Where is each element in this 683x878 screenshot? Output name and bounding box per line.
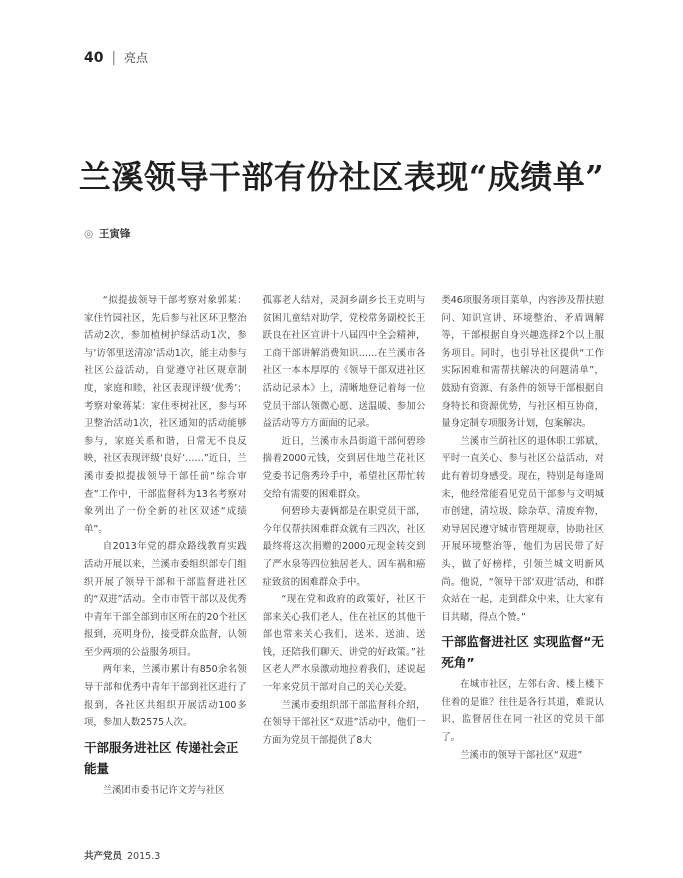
- column-2: [263, 292, 426, 832]
- page-number: 40: [84, 50, 104, 66]
- magazine-logo: 共产党员: [84, 851, 123, 862]
- subheading: 干部服务进社区 传递社会正能量: [84, 739, 239, 776]
- section-name: 亮点: [123, 51, 148, 65]
- page-footer: [84, 848, 160, 862]
- paragraph: 兰溪团市委书记许文芳与社区: [102, 784, 225, 796]
- byline-mark: ◎: [84, 228, 94, 240]
- article-title: 兰溪领导干部有份社区表现“成绩单”: [78, 158, 605, 196]
- paragraph: 何碧珍夫妻俩都是在职党员干部，今年仅帮扶困难群众就有三四次，社区最终将这次捐赠的2000元现金转交到了严水泉等四位独居老人、因车祸和癌症致贫的困难群众手中。: [262, 506, 426, 588]
- article-body: [84, 292, 604, 832]
- paragraph: “拟提拔领导干部考察对象郭某：家住竹园社区，先后参与社区环卫整治活动2次，参加植树护绿活动1次，参与‘访邻里送清凉’活动1次，能主动参与社区公益活动，自觉遵守社区规章制度，家庭和睦，社区表现评级‘优秀’；考察对象蒋某：家住枣树社区，参与环卫整治活动1次，社区通知的活动能够参与，家庭关系和谐，日常无不良反映，社区表现评级‘良好’……”近日，兰溪市委拟提拔领导干部任前“综合审查”工作中，干部监督科为13名考察对象列出了一份全新的社区双述“成绩单”。: [84, 295, 247, 535]
- byline: [84, 226, 130, 241]
- paragraph: 在城市社区，左邻右舍、楼上楼下住着的是谁？往往是各行其道，难说认识，监督居住在同一社区的党员干部了。: [441, 679, 605, 744]
- paragraph: 两年来，兰溪市累计有850余名领导干部和优秀中青年干部到社区进行了报到，各社区共组织开展活动100多项，参加人数2575人次。: [84, 664, 247, 729]
- header-separator: |: [111, 50, 117, 66]
- paragraph: “现在党和政府的政策好，社区干部来关心我们老人，住在社区的其他干部也常来关心我们，送米、送油、送钱，还陪我们聊天、讲党的好政策。”社区老人严水泉激动地拉着我们，述说起一年来党员干部对自己的关心关爱。: [262, 594, 426, 694]
- column-1: [84, 292, 247, 832]
- issue-number: 2015.3: [127, 851, 161, 862]
- column-3: [441, 292, 604, 832]
- paragraph: 兰溪市兰荫社区的退休职工郭斌，平时一直关心、参与社区公益活动，对此有着切身感受。现在，特别是每逢周末，他经常能看见党员干部参与文明城市创建，清垃圾、除杂草、清废弃物，劝导居民遵守城市管理规章，协助社区开展环境整治等，他们为居民带了好头，做了好榜样，引领兰城文明新风尚。他说，“领导干部‘双进’活动，和群众站在一起，走到群众中来，让大家有目共睹，得点个赞。”: [441, 435, 605, 623]
- paragraph: 近日，兰溪市永昌街道干部何碧珍揣着2000元钱，交到居住地兰花社区党委书记詹秀玲手中，希望社区帮忙转交给有需要的困难群众。: [262, 435, 426, 500]
- paragraph: 孤寡老人结对，灵洞乡副乡长王克明与贫困儿童结对助学，党校常务副校长王跃良在社区宣讲十八届四中全会精神，工商干部讲解消费知识……在兰溪市各社区一本本厚厚的《领导干部双进社区活动记录本》上，清晰地登记着每一位党员干部认领微心愿、送温暖、参加公益活动等方方面面的记录。: [262, 295, 426, 430]
- paragraph: 兰溪市的领导干部社区“双进”: [460, 749, 583, 761]
- paragraph: 类46项服务项目菜单，内容涉及帮扶慰问、知识宣讲、环境整治、矛盾调解等，干部根据自身兴趣选择2个以上服务项目。同时，也引导社区提供“工作实际困难和需帮扶解决的问题清单”，鼓励有资源、有条件的领导干部根据自身特长和资源优势，与社区相互协商，量身定制专项服务计划，包案解决。: [441, 295, 605, 430]
- subheading: 干部监督进社区 实现监督“无死角”: [441, 634, 604, 671]
- page-header: [84, 49, 148, 66]
- author-name: 王寅锋: [98, 228, 131, 240]
- paragraph: 兰溪市委组织部干部监督科介绍，在领导干部社区“双进”活动中，他们一方面为党员干部提供了8大: [262, 699, 426, 746]
- paragraph: 自2013年党的群众路线教育实践活动开展以来，兰溪市委组织部专门组织开展了领导干部和干部监督进社区的“双进”活动。全市市管干部以及优秀中青年干部全部到市区所在的20个社区报到，亮明身份，接受群众监督，认领至少两项的公益服务项目。: [84, 541, 247, 658]
